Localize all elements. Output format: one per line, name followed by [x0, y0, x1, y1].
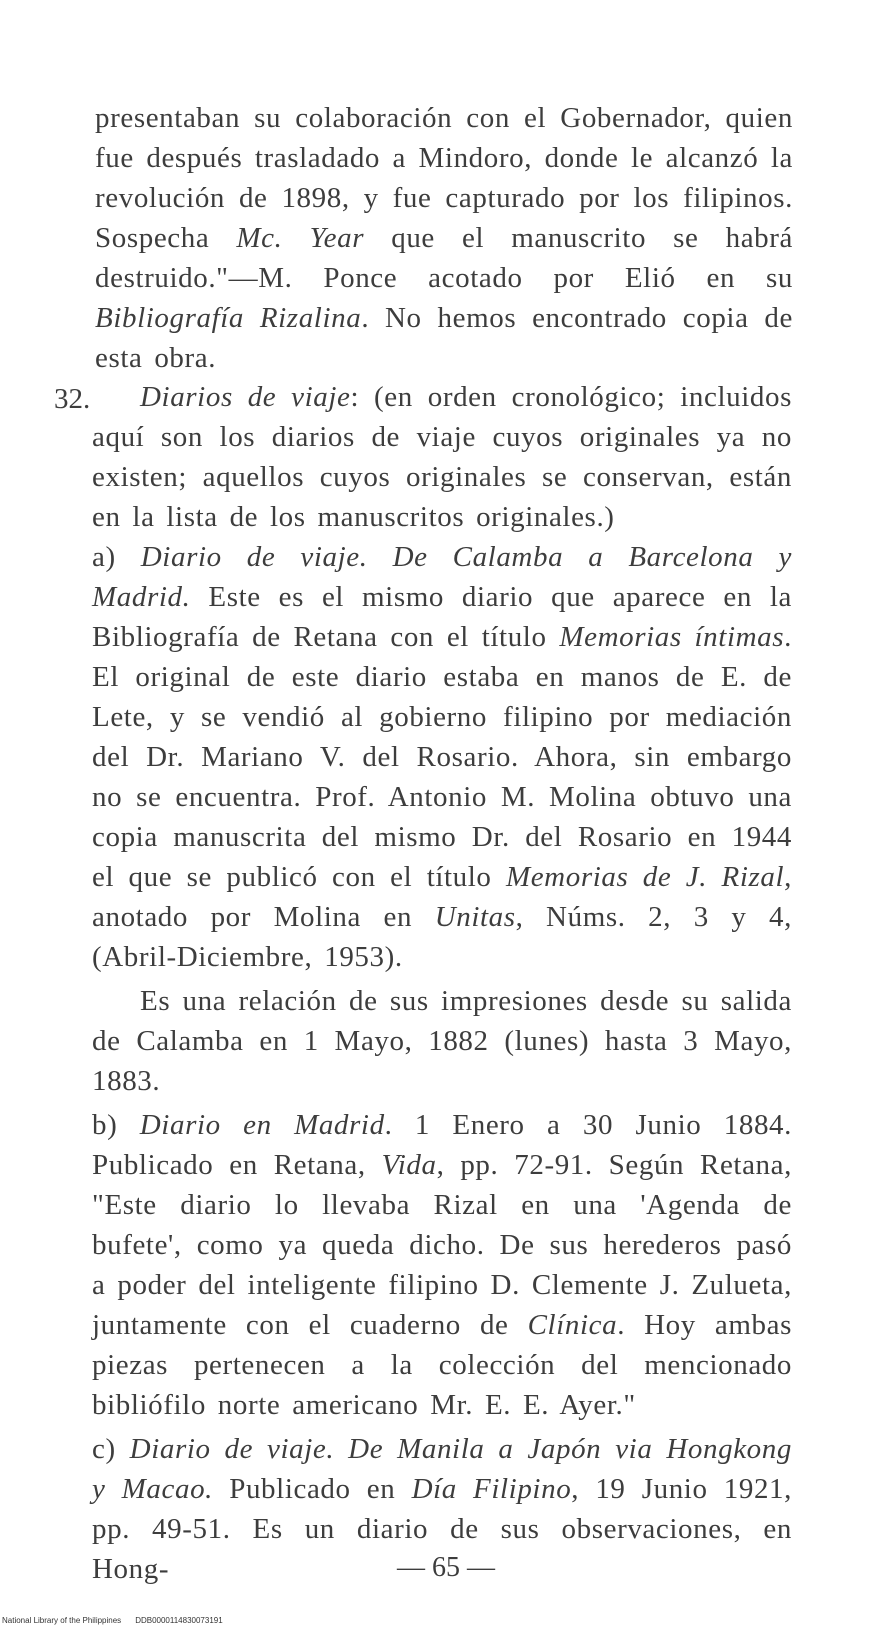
text-run: Publicado en	[213, 1473, 412, 1505]
text-run: . El original de este diario estaba en manos de E. de Lete, y se vendió al gobierno filipino por mediación del Dr. Mariano V. del Rosario. Ahora, sin embargo no se encuentra. Prof. Antonio M. Molina obtuvo una copia manuscrita del mismo Dr. del Rosario en 1944 el que se publicó con el título	[92, 621, 792, 893]
italic-run: Memorias íntimas	[559, 621, 785, 653]
item-title: Diarios de viaje	[140, 381, 351, 413]
continuation-text	[95, 98, 793, 378]
page-number: — 65 —	[397, 1552, 495, 1583]
text-run: , pp. 72-91. Según Retana, "Este diario lo llevaba Rizal en una 'Agenda de bufete', como ya queda dicho. De sus herederos pasó a poder del inteligente filipino D. Clemente J. Zulueta, juntamente con el cuaderno de	[92, 1149, 792, 1341]
continuation-paragraph	[95, 98, 793, 378]
italic-run: Día Filipino	[411, 1473, 572, 1505]
item-32-intro	[92, 377, 792, 537]
text-run: presentaban su colaboración con el Gobernador, quien fue después trasladado a Mindoro, donde le alcanzó la revolución de 1898, y fue capturado por los filipinos. Sospecha	[95, 102, 793, 254]
item-b	[92, 1105, 792, 1425]
item-a-description: Es una relación de sus impresiones desde su salida de Calamba en 1 Mayo, 1882 (lunes) hasta 3 Mayo, 1883.	[92, 985, 792, 1097]
item-number: 32.	[54, 383, 91, 415]
text-run: , 19 Junio 1921, pp. 49-51. Es un diario de sus observaciones, en Hong-	[92, 1473, 792, 1585]
item-a	[92, 537, 792, 977]
library-name: National Library of the Philippines	[2, 1616, 122, 1625]
text-run: , anotado por Molina en	[92, 861, 792, 933]
italic-run: Unitas	[434, 901, 516, 933]
text-run: . Hoy ambas piezas pertenecen a la colección del mencionado bibliófilo norte americano Mr. E. E. Ayer."	[92, 1309, 792, 1421]
subitem-label: a)	[92, 541, 141, 573]
text-run: , Núms. 2, 3 y 4, (Abril-Diciembre, 1953).	[92, 901, 792, 973]
subitem-label: c)	[92, 1433, 130, 1465]
italic-run: Mc. Year	[236, 222, 365, 254]
text-run: que el manuscrito se habrá destruido."—M. Ponce acotado por Elió en su	[95, 222, 793, 294]
italic-run: Memorias de J. Rizal	[505, 861, 785, 893]
italic-run: Clínica	[527, 1309, 618, 1341]
text-run: . No hemos encontrado copia de esta obra.	[95, 302, 793, 374]
text-run: : (en orden cronológico; incluidos aquí son los diarios de viaje cuyos originales ya no existen; aquellos cuyos originales se conservan, están en la lista de los manuscritos originales.)	[92, 381, 792, 533]
subitem-label: b)	[92, 1109, 140, 1141]
scan-footer	[2, 1616, 237, 1625]
subitem-title: Diario de viaje. De Calamba a Barcelona y Madrid.	[92, 541, 792, 613]
subitem-title: Diario de viaje. De Manila a Japón via Hongkong y Macao.	[92, 1433, 792, 1505]
text-run: Este es el mismo diario que aparece en la Bibliografía de Retana con el título	[92, 581, 792, 653]
italic-run: Bibliografía Rizalina	[95, 302, 362, 334]
document-id: DDB0000114830073191	[135, 1616, 223, 1625]
text-run: . 1 Enero a 30 Junio 1884. Publicado en Retana,	[92, 1109, 792, 1181]
italic-run: Vida	[381, 1149, 437, 1181]
item-32-section	[92, 377, 792, 1589]
subitem-title: Diario en Madrid	[139, 1109, 385, 1141]
